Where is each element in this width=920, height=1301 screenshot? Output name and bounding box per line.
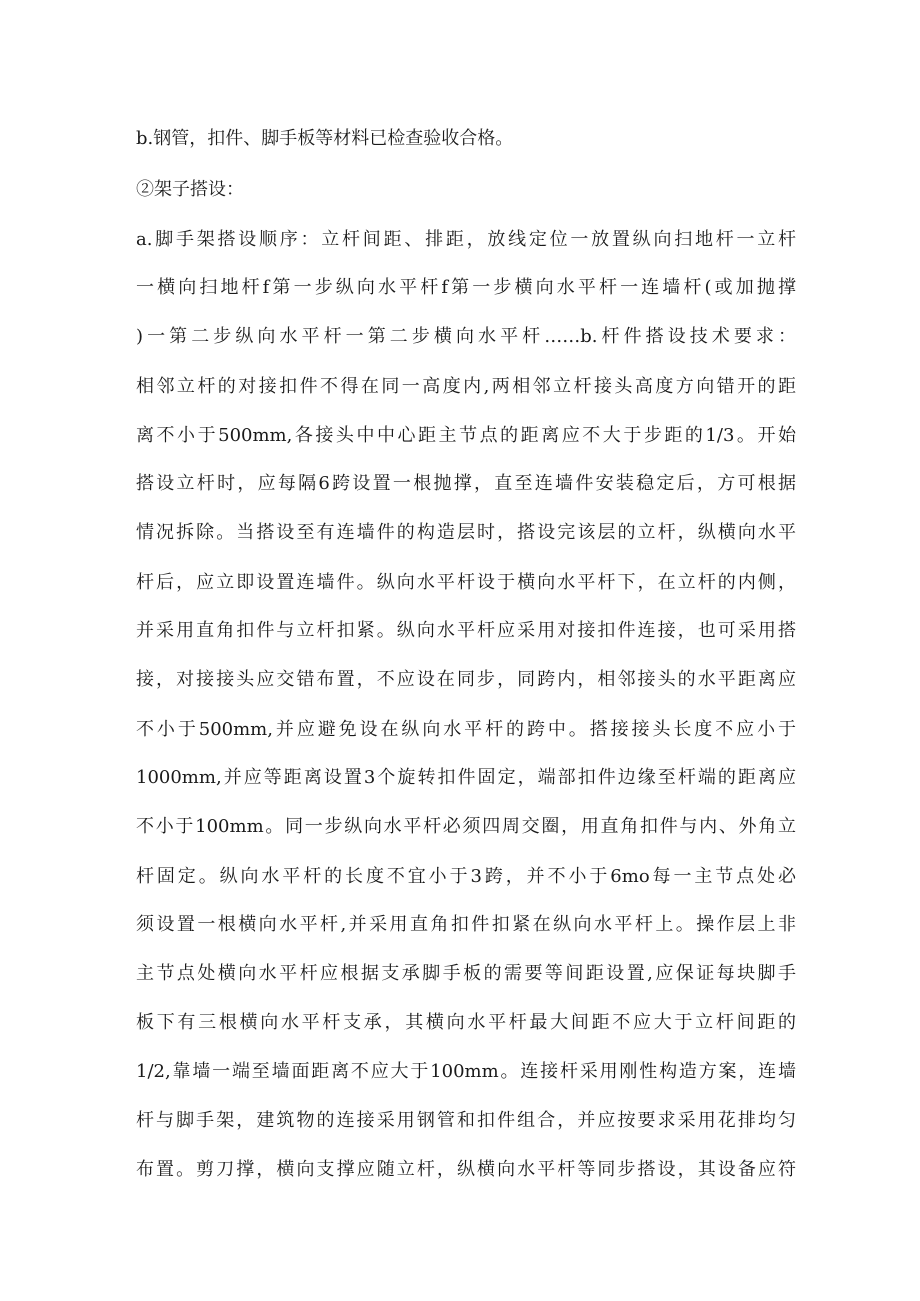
text-line: 杆后，应立即设置连墙件。纵向水平杆设于横向水平杆下，在立杆的内侧， bbox=[136, 572, 796, 593]
text-line: 杆与脚手架，建筑物的连接采用钢管和扣件组合，并应按要求采用花排均匀 bbox=[136, 1110, 796, 1131]
text-line: b.钢管，扣件、脚手板等材料已检查验收合格。 bbox=[136, 128, 514, 149]
text-line: 离不小于500mm,各接头中中心距主节点的距离应不大于步距的1/3。开始 bbox=[136, 425, 796, 446]
text-line: a.脚手架搭设顺序：立杆间距、排距，放线定位一放置纵向扫地杆一立杆 bbox=[136, 229, 796, 250]
text-line: 不小于500mm,并应避免设在纵向水平杆的跨中。搭接接头长度不应小于 bbox=[136, 719, 796, 740]
text-line: 并采用直角扣件与立杆扣紧。纵向水平杆应采用对接扣件连接，也可采用搭 bbox=[136, 620, 796, 641]
text-line: 相邻立杆的对接扣件不得在同一高度内,两相邻立杆接头高度方向错开的距 bbox=[136, 376, 796, 397]
text-line: 1000mm,并应等距离设置3个旋转扣件固定，端部扣件边缘至杆端的距离应 bbox=[136, 767, 796, 788]
text-line: 布置。剪刀撑，横向支撑应随立杆，纵横向水平杆等同步搭设，其设备应符 bbox=[136, 1159, 796, 1180]
text-line: 一横向扫地杆f第一步纵向水平杆f第一步横向水平杆一连墙杆(或加抛撑 bbox=[136, 277, 796, 298]
text-line: 主节点处横向水平杆应根据支承脚手板的需要等间距设置,应保证每块脚手 bbox=[136, 963, 796, 984]
text-line: 须设置一根横向水平杆,并采用直角扣件扣紧在纵向水平杆上。操作层上非 bbox=[136, 914, 796, 935]
text-line: 搭设立杆时，应每隔6跨设置一根抛撑，直至连墙件安装稳定后，方可根据 bbox=[136, 473, 796, 494]
text-line: ②架子搭设： bbox=[136, 179, 244, 200]
text-line: 不小于100mm。同一步纵向水平杆必须四周交圈，用直角扣件与内、外角立 bbox=[136, 816, 796, 837]
text-line: 板下有三根横向水平杆支承，其横向水平杆最大间距不应大于立杆间距的 bbox=[136, 1012, 796, 1033]
text-line: 情况拆除。当搭设至有连墙件的构造层时，搭设完该层的立杆，纵横向水平 bbox=[136, 522, 796, 543]
text-line: 接，对接接头应交错布置，不应设在同步，同跨内，相邻接头的水平距离应 bbox=[136, 669, 796, 690]
text-line: 1/2,靠墙一端至墙面距离不应大于100mm。连接杆采用刚性构造方案，连墙 bbox=[136, 1061, 796, 1082]
text-line: 杆固定。纵向水平杆的长度不宜小于3跨，并不小于6mo每一主节点处必 bbox=[136, 866, 796, 887]
text-line: )一第二步纵向水平杆一第二步横向水平杆……b.杆件搭设技术要求： bbox=[136, 326, 796, 347]
